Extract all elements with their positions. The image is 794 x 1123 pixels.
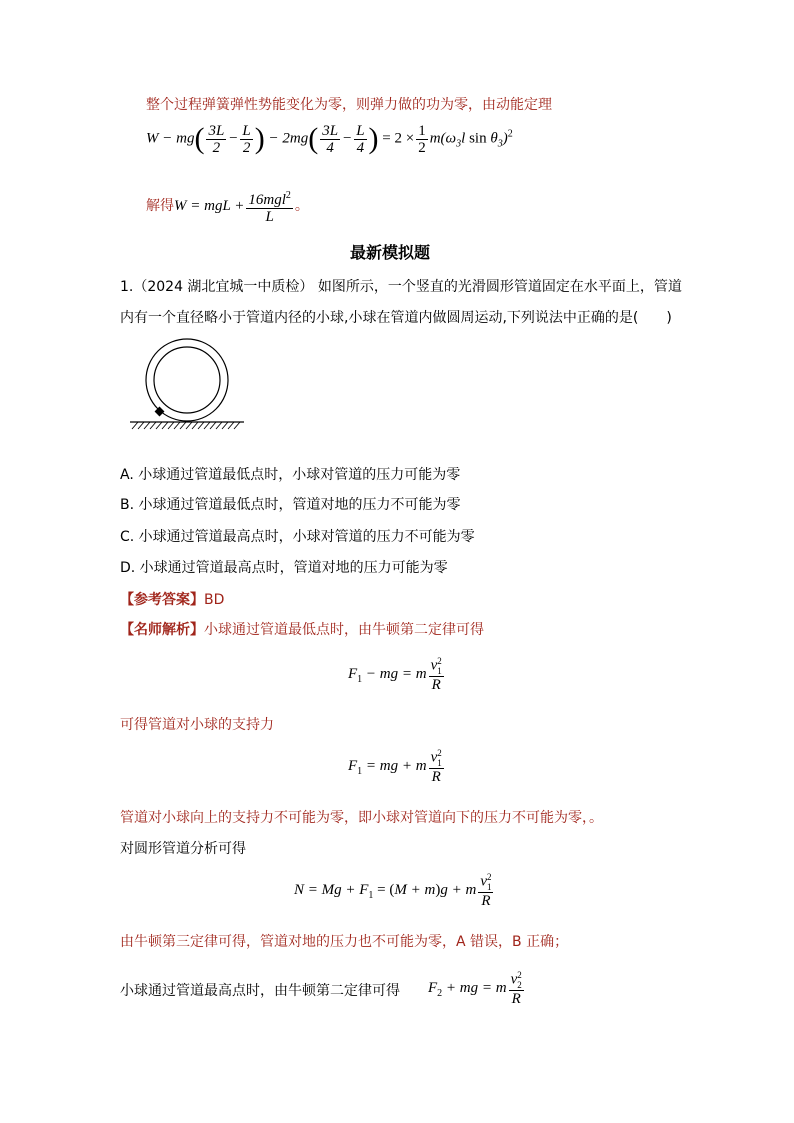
circular-tube-figure [126,338,248,440]
option-c: C. 小球通过管道最高点时，小球对管道的压力不可能为零 [120,529,475,545]
analysis-line-3: 管道对小球向上的支持力不可能为零，即小球对管道向下的压力不可能为零，。 [120,810,603,826]
solve-line: 解得W = mgL + $\frac{16mgl^2}{L}$ 。 [146,190,309,225]
equation-support-force: $F_1$ = mg + m v 2 1 R [348,748,442,785]
question-line-1: 1.（2024 湖北宜城一中质检） 如图所示，一个竖直的光滑圆形管道固定在水平面上，管道 [120,279,682,295]
answer-line: 【参考答案】BD [120,592,225,608]
intro-line: 整个过程弹簧弹性势能变化为零，则弹力做的功为零，由动能定理 [146,97,552,113]
option-b: B. 小球通过管道最低点时，管道对地的压力不可能为零 [120,497,461,513]
section-title: 最新模拟题 [350,243,431,262]
ground-hatching [132,422,240,429]
equation-highest-point: $F_2$ + mg = m v 2 2 R [428,970,522,1007]
analysis-line-6: 小球通过管道最高点时，由牛顿第二定律可得 [120,983,400,999]
question-line-2: 内有一个直径略小于管道内径的小球,小球在管道内做圆周运动,下列说法中正确的是( ) [120,310,672,326]
analysis-line-2: 可得管道对小球的支持力 [120,717,274,733]
option-a: A. 小球通过管道最低点时，小球对管道的压力可能为零 [120,467,461,483]
ball [155,407,165,417]
analysis-line-5: 由牛顿第三定律可得，管道对地的压力也不可能为零，A 错误，B 正确； [120,934,569,950]
analysis-line-1: 【名师解析】小球通过管道最低点时，由牛顿第二定律可得 [120,622,484,638]
analysis-line-4: 对圆形管道分析可得 [120,841,246,857]
option-d: D. 小球通过管道最高点时，管道对地的压力可能为零 [120,560,448,576]
equation-lowest-point: $F_1$ − mg = m v 2 1 R [348,656,442,693]
work-energy-equation: W − mg( $\frac{3L}{2}$ − $\frac{L}{2}$ ) − 2mg( $\frac{3L}{4}$ − $\frac{L}{4}$ ) = 2 × $\frac{1}{2}$ $m(\omega_3l$ $\sin \theta_3)^2$ [146,122,513,156]
tube-inner-wall [154,347,220,413]
equation-tube-analysis: $N = Mg + F_1 = (M + m)g + m$ v 2 1 R [294,872,492,909]
